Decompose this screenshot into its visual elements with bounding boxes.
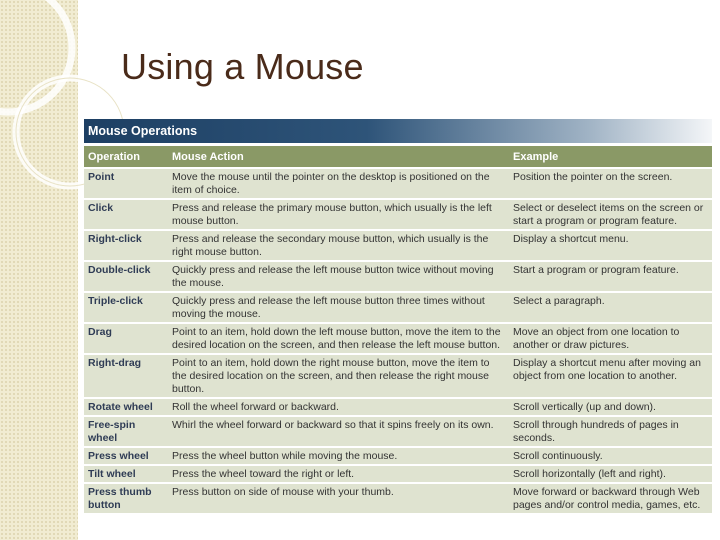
table-row — [84, 292, 712, 323]
action-cell: Press the wheel toward the right or left. — [168, 465, 509, 483]
column-header-example: Example — [509, 146, 712, 168]
operation-cell: Rotate wheel — [84, 398, 168, 416]
action-cell: Roll the wheel forward or backward. — [168, 398, 509, 416]
table-row — [84, 465, 712, 483]
operation-cell: Drag — [84, 323, 168, 354]
operation-cell: Press wheel — [84, 447, 168, 465]
action-cell: Quickly press and release the left mouse button twice without moving the mouse. — [168, 261, 509, 292]
action-cell: Move the mouse until the pointer on the desktop is positioned on the item of choice. — [168, 168, 509, 199]
table-header-row — [84, 146, 712, 168]
table-row — [84, 230, 712, 261]
table-row — [84, 323, 712, 354]
operation-cell: Press thumb button — [84, 483, 168, 514]
slide-title: Using a Mouse — [121, 46, 364, 87]
operation-cell: Triple-click — [84, 292, 168, 323]
action-cell: Quickly press and release the left mouse button three times without moving the mouse. — [168, 292, 509, 323]
column-header-operation: Operation — [84, 146, 168, 168]
table-row — [84, 416, 712, 447]
operation-cell: Right-click — [84, 230, 168, 261]
operations-table — [84, 146, 712, 515]
operation-cell: Right-drag — [84, 354, 168, 398]
example-cell: Scroll through hundreds of pages in seconds. — [509, 416, 712, 447]
table-row — [84, 354, 712, 398]
table-row — [84, 483, 712, 514]
example-cell: Display a shortcut menu. — [509, 230, 712, 261]
action-cell: Point to an item, hold down the right mouse button, move the item to the desired location on the screen, and then release the right mouse button. — [168, 354, 509, 398]
example-cell: Move forward or backward through Web pages and/or control media, games, etc. — [509, 483, 712, 514]
table-row — [84, 261, 712, 292]
example-cell: Scroll horizontally (left and right). — [509, 465, 712, 483]
action-cell: Press the wheel button while moving the mouse. — [168, 447, 509, 465]
table-row — [84, 398, 712, 416]
column-header-mouse-action: Mouse Action — [168, 146, 509, 168]
example-cell: Scroll continuously. — [509, 447, 712, 465]
example-cell: Move an object from one location to another or draw pictures. — [509, 323, 712, 354]
table-row — [84, 168, 712, 199]
action-cell: Press and release the primary mouse button, which usually is the left mouse button. — [168, 199, 509, 230]
table-caption: Mouse Operations — [84, 119, 712, 143]
table-row — [84, 199, 712, 230]
operation-cell: Free-spin wheel — [84, 416, 168, 447]
operation-cell: Double-click — [84, 261, 168, 292]
action-cell: Point to an item, hold down the left mouse button, move the item to the desired location on the screen, and then release the left mouse button. — [168, 323, 509, 354]
operation-cell: Tilt wheel — [84, 465, 168, 483]
example-cell: Display a shortcut menu after moving an object from one location to another. — [509, 354, 712, 398]
mouse-operations-table — [84, 119, 712, 519]
example-cell: Start a program or program feature. — [509, 261, 712, 292]
operation-cell: Click — [84, 199, 168, 230]
table-row — [84, 447, 712, 465]
example-cell: Select a paragraph. — [509, 292, 712, 323]
operation-cell: Point — [84, 168, 168, 199]
action-cell: Press and release the secondary mouse button, which usually is the right mouse button. — [168, 230, 509, 261]
decorative-side-strip — [0, 0, 78, 540]
example-cell: Scroll vertically (up and down). — [509, 398, 712, 416]
example-cell: Select or deselect items on the screen or start a program or program feature. — [509, 199, 712, 230]
action-cell: Whirl the wheel forward or backward so that it spins freely on its own. — [168, 416, 509, 447]
example-cell: Position the pointer on the screen. — [509, 168, 712, 199]
action-cell: Press button on side of mouse with your thumb. — [168, 483, 509, 514]
